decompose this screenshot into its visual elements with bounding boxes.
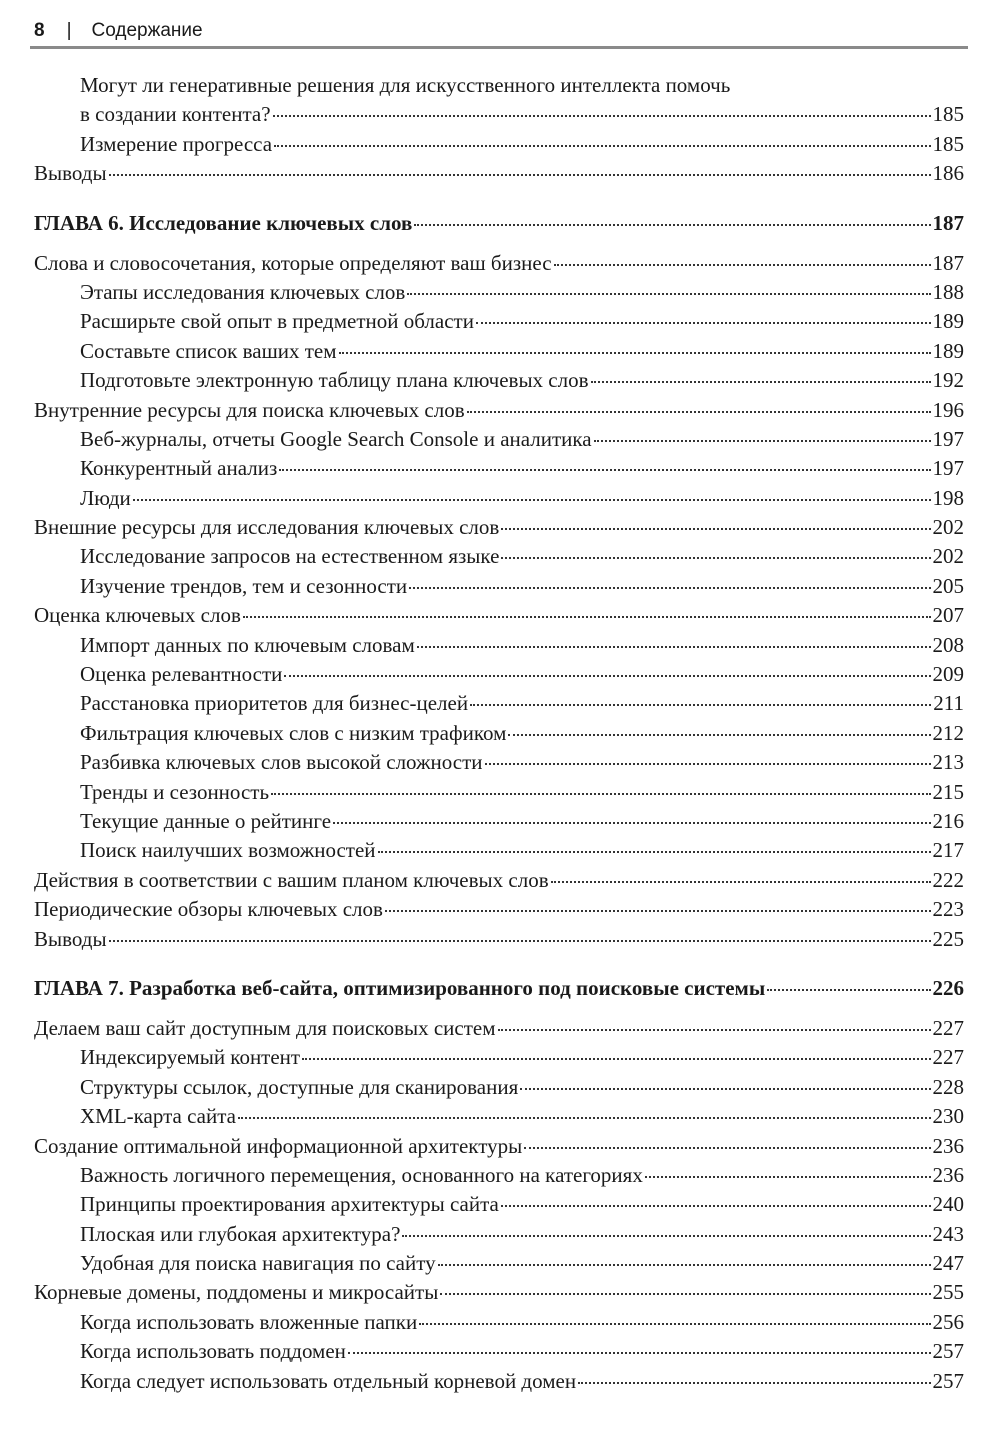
dot-leader xyxy=(273,115,931,117)
dot-leader xyxy=(485,763,931,765)
section-title: Содержание xyxy=(91,20,203,41)
dot-leader xyxy=(385,910,931,912)
toc-page-number: 217 xyxy=(932,838,964,863)
dot-leader xyxy=(578,1382,930,1384)
toc-page-number: 209 xyxy=(932,662,964,687)
toc-entry-title: Выводы xyxy=(34,926,107,951)
dot-leader xyxy=(554,264,931,266)
toc-page-number: 197 xyxy=(932,456,964,481)
toc-entry-title: Делаем ваш сайт доступным для поисковых систем xyxy=(34,1015,496,1040)
toc-page-number: 208 xyxy=(932,632,964,657)
toc-entry-title: Оценка ключевых слов xyxy=(34,603,241,628)
dot-leader xyxy=(594,440,931,442)
toc-entry[interactable] xyxy=(34,280,964,309)
toc-page-number: 188 xyxy=(932,279,964,304)
toc-page-number: 226 xyxy=(932,975,964,1000)
toc-entry[interactable] xyxy=(34,427,964,456)
dot-leader xyxy=(409,587,930,589)
toc-entry[interactable] xyxy=(34,368,964,397)
toc-entry[interactable] xyxy=(34,662,964,691)
toc-entry[interactable] xyxy=(34,456,964,485)
dot-leader xyxy=(339,352,931,354)
dot-leader xyxy=(243,616,931,618)
dot-leader xyxy=(508,734,930,736)
toc-entry-title: Выводы xyxy=(34,161,107,186)
toc-entry-title: Расстановка приоритетов для бизнес-целей xyxy=(80,691,469,716)
toc-entry-title: Тренды и сезонность xyxy=(80,779,270,804)
toc-page-number: 196 xyxy=(932,397,964,422)
toc-page-number: 240 xyxy=(932,1192,964,1217)
toc-page-number: 256 xyxy=(932,1309,964,1334)
dot-leader xyxy=(271,793,930,795)
toc-entry-title: Слова и словосочетания, которые определяют ваш бизнес xyxy=(34,250,552,275)
toc-entry-title: Периодические обзоры ключевых слов xyxy=(34,897,383,922)
toc-entry-title: Поиск наилучших возможностей xyxy=(80,838,376,863)
toc-entry[interactable] xyxy=(34,927,964,956)
toc-entry-title: Плоская или глубокая архитектура? xyxy=(80,1221,401,1246)
toc-entry[interactable] xyxy=(34,780,964,809)
dot-leader xyxy=(414,224,930,226)
toc-chapter[interactable] xyxy=(34,976,964,1008)
toc-page-number: 223 xyxy=(932,897,964,922)
dot-leader xyxy=(348,1352,931,1354)
toc-entry-title: ГЛАВА 7. Разработка веб-сайта, оптимизированного под поисковые системы xyxy=(34,975,766,1000)
dot-leader xyxy=(417,646,931,648)
toc-entry-title: Корневые домены, поддомены и микросайты xyxy=(34,1280,439,1305)
toc-page-number: 257 xyxy=(932,1368,964,1393)
toc-page-number: 225 xyxy=(932,926,964,951)
toc-entry-title: Исследование запросов на естественном языке xyxy=(80,544,500,569)
dot-leader xyxy=(302,1058,930,1060)
toc-entry-title: Действия в соответствии с вашим планом ключевых слов xyxy=(34,867,549,892)
toc-entry[interactable] xyxy=(34,339,964,368)
dot-leader xyxy=(476,322,931,324)
toc-entry-title: Когда следует использовать отдельный корневой домен xyxy=(80,1368,577,1393)
toc-entry[interactable] xyxy=(34,1104,964,1133)
toc-page-number: 255 xyxy=(932,1280,964,1305)
toc-entry[interactable] xyxy=(34,515,964,544)
toc-entry-title: Принципы проектирования архитектуры сайта xyxy=(80,1192,499,1217)
toc-chapter[interactable] xyxy=(34,211,964,243)
toc-entry[interactable] xyxy=(34,1280,964,1309)
dot-leader xyxy=(109,174,931,176)
toc-page-number: 222 xyxy=(932,867,964,892)
dot-leader xyxy=(419,1323,930,1325)
dot-leader xyxy=(438,1264,931,1266)
toc-entry[interactable] xyxy=(34,102,964,131)
toc-entry-title: Важность логичного перемещения, основанного на категориях xyxy=(80,1162,643,1187)
toc-page-number: 236 xyxy=(932,1162,964,1187)
toc-entry[interactable] xyxy=(34,1163,964,1192)
toc-entry[interactable] xyxy=(34,1251,964,1280)
toc-entry-title: Удобная для поиска навигация по сайту xyxy=(80,1251,436,1276)
toc-entry-title: в создании контента? xyxy=(80,102,271,127)
toc-entry-title: Составьте список ваших тем xyxy=(80,338,337,363)
toc-entry-title: Изучение трендов, тем и сезонности xyxy=(80,573,408,598)
toc-entry[interactable] xyxy=(34,633,964,662)
toc-page-number: 227 xyxy=(932,1015,964,1040)
toc-page-number: 257 xyxy=(932,1339,964,1364)
toc-page-number: 213 xyxy=(932,750,964,775)
toc-entry[interactable] xyxy=(34,1310,964,1339)
toc-page-number: 215 xyxy=(932,779,964,804)
toc-page-number: 205 xyxy=(932,573,964,598)
toc-entry-title: Создание оптимальной информационной архитектуры xyxy=(34,1133,523,1158)
toc-entry[interactable] xyxy=(34,809,964,838)
toc-page-number: 185 xyxy=(932,131,964,156)
toc-page-number: 198 xyxy=(932,485,964,510)
toc-entry[interactable] xyxy=(34,1222,964,1251)
dot-leader xyxy=(440,1293,930,1295)
toc-page-number: 202 xyxy=(932,515,964,540)
toc-page-number: 207 xyxy=(932,603,964,628)
dot-leader xyxy=(467,411,931,413)
toc-entry-title: Подготовьте электронную таблицу плана ключевых слов xyxy=(80,368,589,393)
toc-entry[interactable] xyxy=(34,544,964,573)
toc-entry[interactable] xyxy=(34,1134,964,1163)
toc-page-number: 185 xyxy=(932,102,964,127)
dot-leader xyxy=(333,822,930,824)
toc-page-number: 216 xyxy=(932,808,964,833)
toc-entry-title: Веб-журналы, отчеты Google Search Console и аналитика xyxy=(80,426,592,451)
dot-leader xyxy=(109,940,931,942)
toc-entry[interactable] xyxy=(34,897,964,926)
toc-page-number: 212 xyxy=(932,720,964,745)
dot-leader xyxy=(133,499,931,501)
toc-page-number: 189 xyxy=(932,309,964,334)
dot-leader xyxy=(274,145,930,147)
toc-entry-title: Внешние ресурсы для исследования ключевых слов xyxy=(34,515,500,540)
toc-entry[interactable] xyxy=(34,691,964,720)
toc-entry-title: Люди xyxy=(80,485,131,510)
dot-leader xyxy=(279,469,930,471)
toc-entry-title: Измерение прогресса xyxy=(80,131,273,156)
toc-entry[interactable] xyxy=(34,574,964,603)
toc-page-number: 228 xyxy=(932,1074,964,1099)
toc-entry[interactable] xyxy=(34,838,964,867)
toc-entry[interactable] xyxy=(34,73,964,102)
toc-page-number: 236 xyxy=(932,1133,964,1158)
toc-entry-title: Оценка релевантности xyxy=(80,662,283,687)
toc-entry-title: Этапы исследования ключевых слов xyxy=(80,279,406,304)
dot-leader xyxy=(498,1029,931,1031)
dot-leader xyxy=(551,881,931,883)
dot-leader xyxy=(767,989,930,991)
toc-entry[interactable] xyxy=(34,721,964,750)
dot-leader xyxy=(501,1205,931,1207)
toc-entry[interactable] xyxy=(34,251,964,280)
toc-entry-title: ГЛАВА 6. Исследование ключевых слов xyxy=(34,210,413,235)
dot-leader xyxy=(284,675,930,677)
toc-entry-title: XML-карта сайта xyxy=(80,1104,236,1129)
toc-entry[interactable] xyxy=(34,398,964,427)
toc-entry[interactable] xyxy=(34,1045,964,1074)
toc-entry[interactable] xyxy=(34,486,964,515)
dot-leader xyxy=(402,1235,930,1237)
toc-entry[interactable] xyxy=(34,1192,964,1221)
toc-page-number: 211 xyxy=(933,691,964,716)
header-rule xyxy=(30,46,968,49)
toc-entry-title: Индексируемый контент xyxy=(80,1045,301,1070)
toc-entry-title: Могут ли генеративные решения для искусственного интеллекта помочь xyxy=(80,73,731,97)
toc-page-number: 230 xyxy=(932,1104,964,1129)
toc-page-number: 202 xyxy=(932,544,964,569)
toc-page-number: 197 xyxy=(932,426,964,451)
dot-leader xyxy=(501,557,930,559)
dot-leader xyxy=(524,1147,930,1149)
toc-entry[interactable] xyxy=(34,309,964,338)
toc-entry-title: Разбивка ключевых слов высокой сложности xyxy=(80,750,483,775)
toc-entry-title: Расширьте свой опыт в предметной области xyxy=(80,309,474,334)
toc-page-number: 187 xyxy=(932,210,964,235)
toc-entry-title: Конкурентный анализ xyxy=(80,456,278,481)
toc-page-number: 192 xyxy=(932,368,964,393)
toc-entry-title: Фильтрация ключевых слов с низким трафиком xyxy=(80,720,507,745)
toc-entry[interactable] xyxy=(34,161,964,190)
toc-entry[interactable] xyxy=(34,1075,964,1104)
table-of-contents xyxy=(34,73,964,1398)
toc-entry-title: Структуры ссылок, доступные для сканирования xyxy=(80,1074,519,1099)
dot-leader xyxy=(645,1176,931,1178)
toc-entry[interactable] xyxy=(34,1339,964,1368)
toc-page-number: 187 xyxy=(932,250,964,275)
header-separator: | xyxy=(66,20,72,41)
toc-page-number: 247 xyxy=(932,1251,964,1276)
dot-leader xyxy=(470,704,931,706)
dot-leader xyxy=(520,1088,930,1090)
toc-entry[interactable] xyxy=(34,1369,964,1398)
dot-leader xyxy=(501,528,930,530)
toc-entry[interactable] xyxy=(34,868,964,897)
toc-page-number: 189 xyxy=(932,338,964,363)
toc-entry[interactable] xyxy=(34,1016,964,1045)
toc-entry[interactable] xyxy=(34,603,964,632)
toc-entry-title: Когда использовать поддомен xyxy=(80,1339,346,1364)
toc-page-number: 227 xyxy=(932,1045,964,1070)
toc-entry-title: Импорт данных по ключевым словам xyxy=(80,632,415,657)
dot-leader xyxy=(407,293,930,295)
dot-leader xyxy=(378,851,931,853)
toc-entry[interactable] xyxy=(34,750,964,779)
toc-entry-title: Текущие данные о рейтинге xyxy=(80,808,332,833)
dot-leader xyxy=(238,1117,931,1119)
toc-page-number: 243 xyxy=(932,1221,964,1246)
toc-entry-title: Внутренние ресурсы для поиска ключевых слов xyxy=(34,397,465,422)
running-header xyxy=(34,20,968,46)
page-number: 8 xyxy=(34,20,45,41)
dot-leader xyxy=(591,381,931,383)
toc-entry-title: Когда использовать вложенные папки xyxy=(80,1309,418,1334)
toc-entry[interactable] xyxy=(34,132,964,161)
toc-page-number: 186 xyxy=(932,161,964,186)
